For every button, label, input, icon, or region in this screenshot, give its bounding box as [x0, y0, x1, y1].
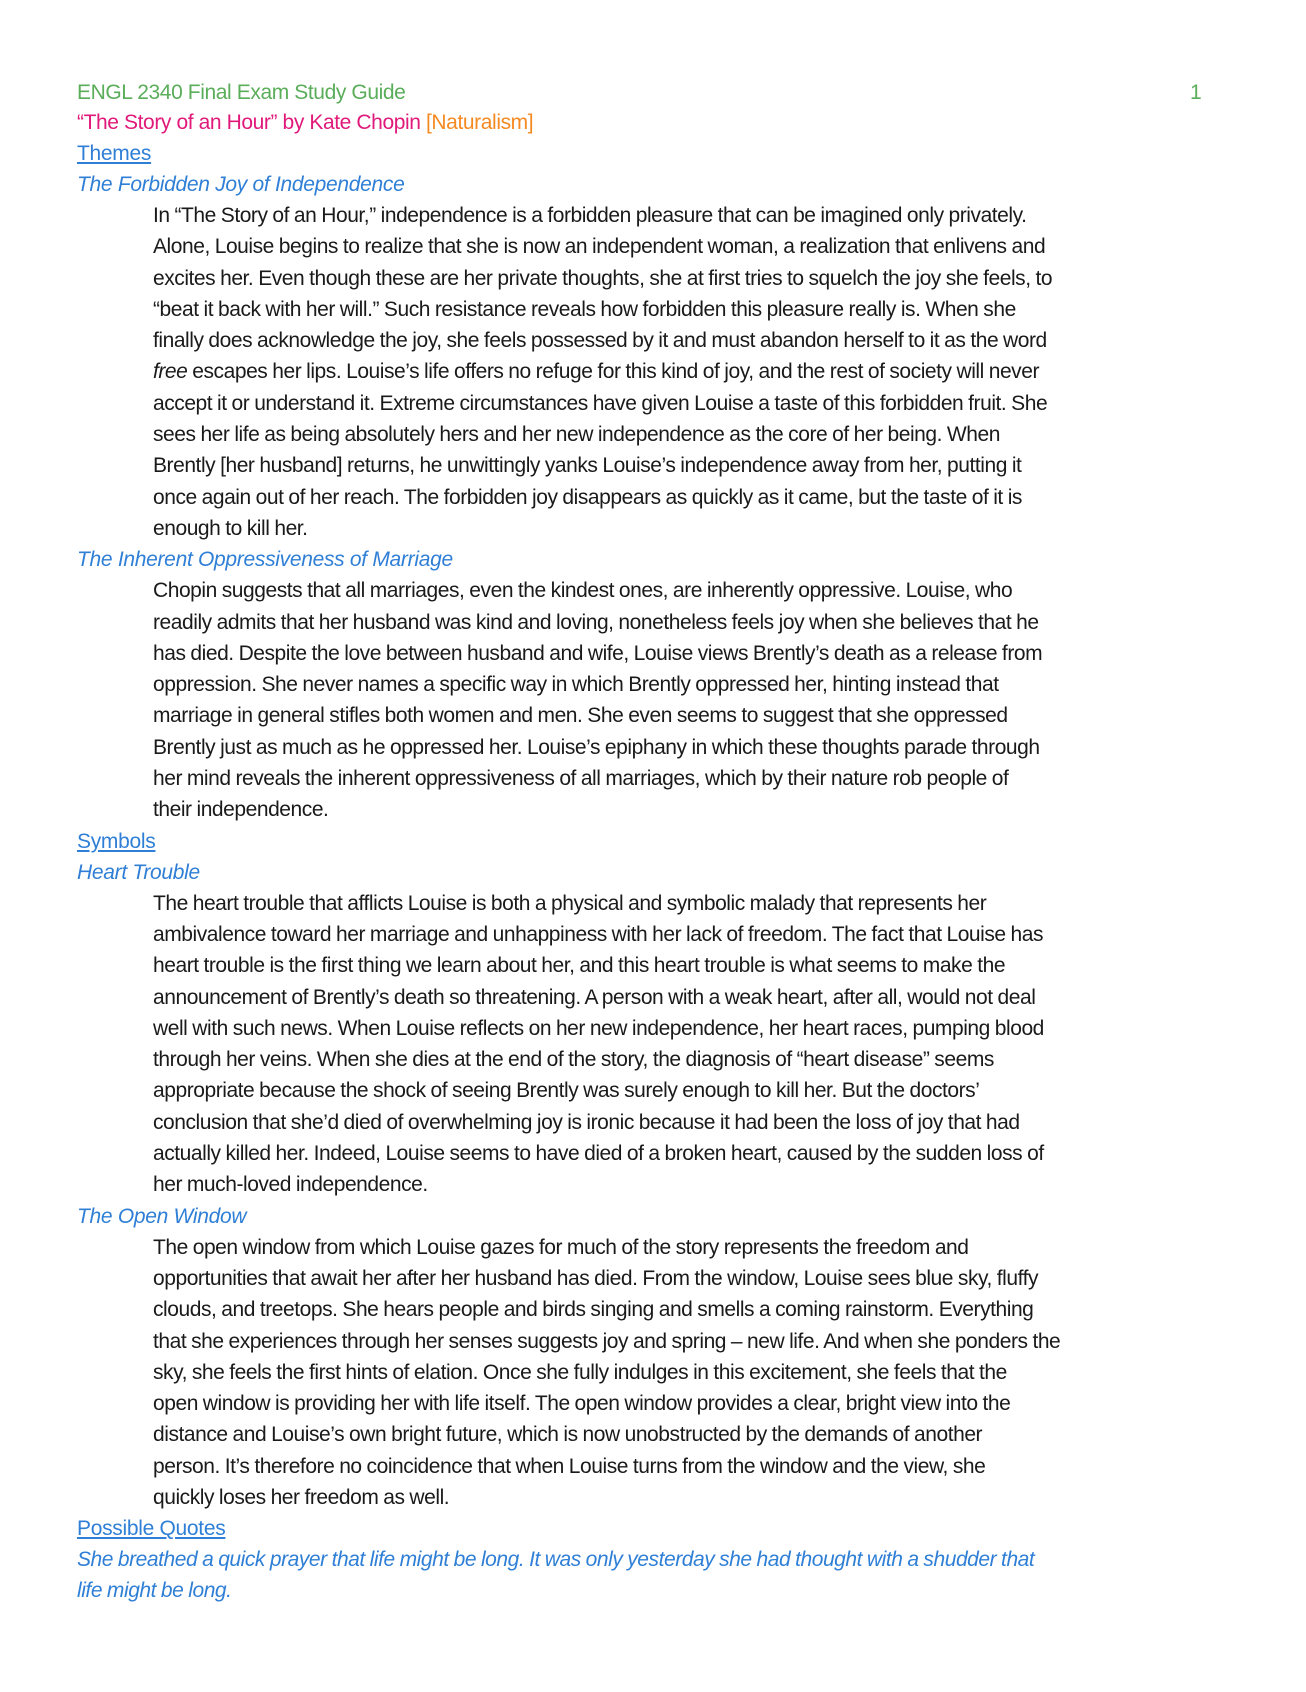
paragraph-line-with-italic: [153, 356, 1227, 387]
paragraph-line: The heart trouble that afflicts Louise is both a physical and symbolic malady that represents her: [153, 891, 987, 915]
story-title-line: [77, 108, 1227, 138]
paragraph-line: her much-loved independence.: [153, 1173, 428, 1197]
quote-line: She breathed a quick prayer that life might be long. It was only yesterday she had thought with a shudder that: [77, 1548, 1035, 1572]
paragraph-line: In “The Story of an Hour,” independence is a forbidden pleasure that can be imagined only privately.: [153, 204, 1027, 227]
paragraph-line: distance and Louise’s own bright future, which is now unobstructed by the demands of another: [153, 1423, 983, 1447]
paragraph-line: appropriate because the shock of seeing Brently was surely enough to kill her. But the doctors’: [153, 1079, 980, 1103]
paragraph-line: through her veins. When she dies at the end of the story, the diagnosis of “heart disease” seems: [153, 1048, 994, 1072]
paragraph-line: quickly loses her freedom as well.: [153, 1485, 450, 1509]
paragraph-line: Brently just as much as he oppressed her. Louise’s epiphany in which these thoughts parade through: [153, 735, 1040, 759]
paragraph-line: oppression. She never names a specific way in which Brently oppressed her, hinting instead that: [153, 673, 999, 697]
genre-tag: [Naturalism]: [425, 111, 534, 134]
paragraph-line-rest: escapes her lips. Louise’s life offers no refuge for this kind of joy, and the rest of society will never: [192, 360, 1040, 384]
story-title: “The Story of an Hour” by Kate Chopin: [77, 111, 421, 134]
paragraph-line: well with such news. When Louise reflects on her new independence, her heart races, pumping blood: [153, 1016, 1044, 1040]
paragraph-line: “beat it back with her will.” Such resistance reveals how forbidden this pleasure really is. When she: [153, 297, 1016, 321]
paragraph-line: clouds, and treetops. She hears people and birds singing and smells a coming rainstorm. Everything: [153, 1298, 1034, 1322]
paragraph-line: announcement of Brently’s death so threatening. A person with a weak heart, after all, would not deal: [153, 985, 1036, 1009]
paragraph-line: Alone, Louise begins to realize that she is now an independent woman, a realization that enlivens and: [153, 235, 1046, 259]
paragraph-line: sky, she feels the first hints of elation. Once she fully indulges in this excitement, she feels that the: [153, 1360, 1007, 1384]
paragraph-line: that she experiences through her senses suggests joy and spring – new life. And when she ponders the: [153, 1329, 1061, 1353]
possible-quotes-heading: Possible Quotes: [77, 1517, 226, 1541]
paragraph-line: Brently [her husband] returns, he unwittingly yanks Louise’s independence away from her, putting it: [153, 454, 1022, 478]
theme-title-forbidden-joy: The Forbidden Joy of Independence: [77, 173, 405, 196]
symbol-paragraph-open-window: [153, 1232, 1227, 1514]
paragraph-line: enough to kill her.: [153, 516, 308, 540]
italic-word-free: free: [153, 360, 188, 384]
paragraph-line: sees her life as being absolutely hers and her new independence as the core of her being. When: [153, 423, 1000, 447]
course-title: ENGL 2340 Final Exam Study Guide: [77, 81, 406, 104]
course-title-line: [77, 78, 1227, 108]
paragraph-line: accept it or understand it. Extreme circumstances have given Louise a taste of this forbidden fruit. She: [153, 391, 1048, 415]
paragraph-line: their independence.: [153, 798, 329, 822]
page-number: 1: [1190, 81, 1202, 104]
paragraph-line: opportunities that await her after her husband has died. From the window, Louise sees blue sky, fluffy: [153, 1266, 1039, 1290]
quote-text: [77, 1544, 1227, 1606]
quote-line: life might be long.: [77, 1579, 232, 1603]
paragraph-line: marriage in general stifles both women and men. She even seems to suggest that she oppressed: [153, 704, 1008, 728]
paragraph-line: excites her. Even though these are her private thoughts, she at first tries to squelch the joy she feels, to: [153, 266, 1053, 290]
theme-paragraph-forbidden-joy: [153, 200, 1227, 544]
paragraph-line: The open window from which Louise gazes for much of the story represents the freedom and: [153, 1235, 969, 1259]
paragraph-line: her mind reveals the inherent oppressiveness of all marriages, which by their nature rob people of: [153, 767, 1009, 791]
symbols-heading: Symbols: [77, 829, 156, 853]
paragraph-line: has died. Despite the love between husband and wife, Louise views Brently’s death as a release from: [153, 641, 1043, 665]
paragraph-line: conclusion that she’d died of overwhelming joy is ironic because it had been the loss of joy that had: [153, 1110, 1020, 1134]
theme-paragraph-oppressiveness-marriage: [153, 575, 1227, 825]
paragraph-line: open window is providing her with life itself. The open window provides a clear, bright view into the: [153, 1392, 1011, 1416]
theme-title-oppressiveness-marriage: The Inherent Oppressiveness of Marriage: [77, 548, 453, 572]
paragraph-line: finally does acknowledge the joy, she feels possessed by it and must abandon herself to it as the word: [153, 329, 1047, 353]
paragraph-line: once again out of her reach. The forbidden joy disappears as quickly as it came, but the taste of it is: [153, 485, 1022, 509]
document-body: [77, 78, 1227, 1606]
symbol-title-open-window: The Open Window: [77, 1204, 247, 1228]
paragraph-line: readily admits that her husband was kind and loving, nonetheless feels joy when she believes that he: [153, 610, 1039, 634]
paragraph-line: actually killed her. Indeed, Louise seems to have died of a broken heart, caused by the sudden loss of: [153, 1142, 1044, 1166]
symbol-paragraph-heart-trouble: [153, 888, 1227, 1201]
paragraph-line: heart trouble is the first thing we learn about her, and this heart trouble is what seems to make the: [153, 954, 1006, 978]
symbol-title-heart-trouble: Heart Trouble: [77, 860, 200, 884]
paragraph-line: person. It’s therefore no coincidence that when Louise turns from the window and the view, she: [153, 1454, 986, 1478]
paragraph-line: ambivalence toward her marriage and unhappiness with her lack of freedom. The fact that Louise has: [153, 922, 1044, 946]
themes-heading: Themes: [77, 142, 152, 165]
paragraph-line: Chopin suggests that all marriages, even the kindest ones, are inherently oppressive. Louise, who: [153, 579, 1013, 603]
